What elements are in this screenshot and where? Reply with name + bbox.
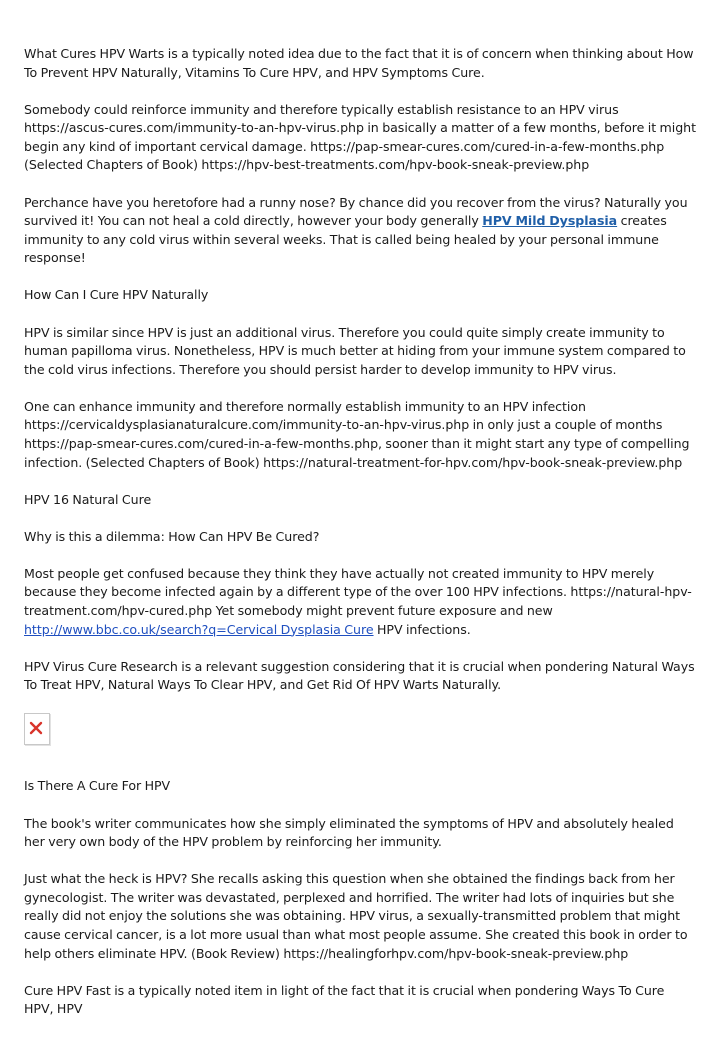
paragraph-runny-nose: [24, 194, 696, 268]
paragraph-confused: [24, 565, 696, 639]
paragraph-text: HPV infections.: [373, 621, 471, 637]
paragraph-cure-fast: Cure HPV Fast is a typically noted item in light of the fact that it is crucial when pondering Ways To Cure HPV, HPV: [24, 982, 665, 1017]
paragraph-text: creates immunity to any cold virus within several weeks. That is called being healed by your personal immune response!: [24, 213, 667, 266]
paragraph-book-writer: The book's writer communicates how she simply eliminated the symptoms of HPV and absolutely healed her very own body of the HPV problem by reinforcing her immunity.: [24, 815, 674, 850]
paragraph-enhance-immunity: One can enhance immunity and therefore normally establish immunity to an HPV infection https://cervicaldysplasianaturalcure.com/immunity-to-an-hpv-virus.php in only just a couple of months https://pap-smear-cures.com/cured-in-a-few-months.php, sooner than it might start any type of compelling infection. (Selected Chapters of Book) https://natural-treatment-for-hpv.com/hpv-book-sneak-preview.php: [24, 398, 690, 470]
paragraph-immunity-links: Somebody could reinforce immunity and therefore typically establish resistance to an HPV virus https://ascus-cures.com/immunity-to-an-hpv-virus.php in basically a matter of a few months, before it might begin any kind of important cervical damage. https://pap-smear-cures.com/cured-in-a-few-months.php (Selected Chapters of Book) https://hpv-best-treatments.com/hpv-book-sneak-preview.php: [24, 101, 696, 173]
paragraph-cure-research: HPV Virus Cure Research is a relevant suggestion considering that it is crucial when pondering Natural Ways To Treat HPV, Natural Ways To Clear HPV, and Get Rid Of HPV Warts Naturally.: [24, 658, 695, 693]
bbc-search-link[interactable]: http://www.bbc.co.uk/search?q=Cervical Dysplasia Cure: [24, 621, 374, 637]
broken-image-x-mark: [29, 721, 43, 735]
heading-dilemma: Why is this a dilemma: How Can HPV Be Cured?: [24, 528, 320, 544]
paragraph-hpv-similar: HPV is similar since HPV is just an additional virus. Therefore you could quite simply create immunity to human papilloma virus. Nonetheless, HPV is much better at hiding from your immune system compared to the cold virus infections. Therefore you should persist harder to develop immunity to HPV virus.: [24, 324, 686, 377]
broken-image-icon: [24, 713, 50, 745]
heading-is-there-cure: Is There A Cure For HPV: [24, 778, 171, 794]
paragraph-text: Perchance have you heretofore had a runny nose? By chance did you recover from the virus? Naturally you survived it! You can not heal a cold directly, however your body generally: [24, 194, 688, 229]
heading-hpv16: HPV 16 Natural Cure: [24, 491, 152, 507]
paragraph-what-is-hpv: Just what the heck is HPV? She recalls asking this question when she obtained the findings back from her gynecologist. The writer was devastated, perplexed and horrified. The writer had lots of inquiries but she really did not enjoy the solutions she was obtaining. HPV virus, a sexually-transmitted problem that might cause cervical cancer, is a lot more usual than what most people assume. She created this book in order to help others eliminate HPV. (Book Review) https://healingforhpv.com/hpv-book-sneak-preview.php: [24, 871, 688, 961]
paragraph-intro: What Cures HPV Warts is a typically noted idea due to the fact that it is of concern when thinking about How To Prevent HPV Naturally, Vitamins To Cure HPV, and HPV Symptoms Cure.: [24, 46, 694, 80]
heading-cure-naturally: How Can I Cure HPV Naturally: [24, 287, 209, 303]
paragraph-text: Most people get confused because they think they have actually not created immunity to HPV merely because they become infected again by a different type of the over 100 HPV infections. https://natural-hpv-treatment.com/hpv-cured.php Yet somebody might prevent future exposure and new: [24, 565, 692, 619]
document-body: [24, 45, 696, 1037]
hpv-mild-dysplasia-link[interactable]: HPV Mild Dysplasia: [482, 213, 618, 229]
